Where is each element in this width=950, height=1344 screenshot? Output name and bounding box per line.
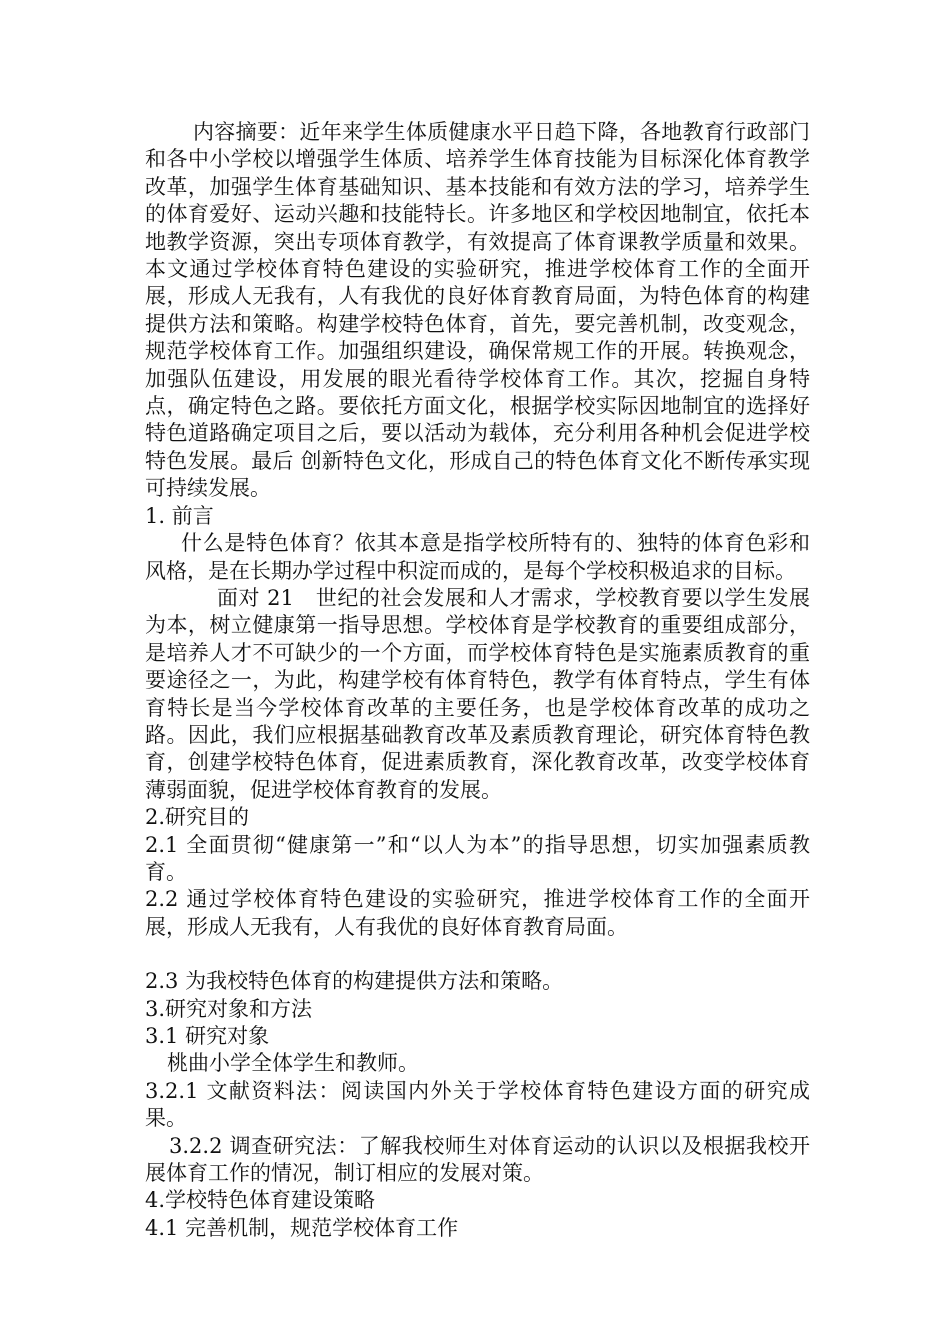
- method-item-1: 3.2.1 文献资料法：阅读国内外关于学校体育特色建设方面的研究成果。: [145, 1078, 810, 1131]
- intro-paragraph-1: 什么是特色体育？依其本意是指学校所特有的、独特的体育色彩和风格，是在长期办学过程中积淀而成的，是每个学校积极追求的目标。: [145, 531, 810, 583]
- section-heading-method: 3.研究对象和方法: [145, 996, 313, 1021]
- section-heading-purpose: 2.研究目的: [145, 805, 250, 830]
- purpose-item-2: 2.2 通过学校体育特色建设的实验研究，推进学校体育工作的全面开展，形成人无我有，人有我优的良好体育教育局面。: [145, 887, 810, 939]
- section-heading-strategy: 4.学校特色体育建设策略: [145, 1188, 376, 1213]
- intro-paragraph-2: 面对 21 世纪的社会发展和人才需求，学校教育要以学生发展为本，树立健康第一指导思想。学校体育是学校教育的重要组成部分，是培养人才不可缺少的一个方面，而学校体育特色是实施素质教育的重要途径之一，为此，构建学校有体育特色，教学有体育特点，学生有体育特长是当今学校体育改革的主要任务，也是学校体育改革的成功之路。因此，我们应根据基础教育改革及素质教育理论，研究体育特色教育，创建学校特色体育，促进素质教育，深化教育改革，改变学校体育薄弱面貌，促进学校体育教育的发展。: [145, 585, 810, 802]
- document-body: [145, 119, 810, 1242]
- purpose-item-3: 2.3 为我校特色体育的构建提供方法和策略。: [145, 969, 564, 994]
- abstract-paragraph: 内容摘要：近年来学生体质健康水平日趋下降，各地教育行政部门和各中小学校以增强学生体质、培养学生体育技能为目标深化体育教学改革，加强学生体育基础知识、基本技能和有效方法的学习，培养学生的体育爱好、运动兴趣和技能特长。许多地区和学校因地制宜，依托本地教学资源，突出专项体育教学，有效提高了体育课教学质量和效果。本文通过学校体育特色建设的实验研究，推进学校体育工作的全面开展，形成人无我有，人有我优的良好体育教育局面，为特色体育的构建提供方法和策略。构建学校特色体育，首先，要完善机制，改变观念，规范学校体育工作。加强组织建设，确保常规工作的开展。转换观念，加强队伍建设，用发展的眼光看待学校体育工作。其次，挖掘自身特点，确定特色之路。要依托方面文化，根据学校实际因地制宜的选择好特色道路确定项目之后，要以活动为载体，充分利用各种机会促进学校特色发展。最后 创新特色文化，形成自己的特色体育文化不断传承实现可持续发展。: [145, 120, 810, 501]
- subsection-heading-subject: 3.1 研究对象: [145, 1024, 270, 1048]
- purpose-item-1: 2.1 全面贯彻“健康第一”和“以人为本”的指导思想，切实加强素质教育。: [145, 832, 810, 884]
- section-heading-intro: 1. 前言: [145, 503, 214, 528]
- method-item-2: 3.2.2 调查研究法：了解我校师生对体育运动的认识以及根据我校开展体育工作的情况，制订相应的发展对策。: [145, 1133, 810, 1186]
- subsection-heading-strategy-1: 4.1 完善机制，规范学校体育工作: [145, 1215, 459, 1240]
- subject-text: 桃曲小学全体学生和教师。: [167, 1051, 419, 1076]
